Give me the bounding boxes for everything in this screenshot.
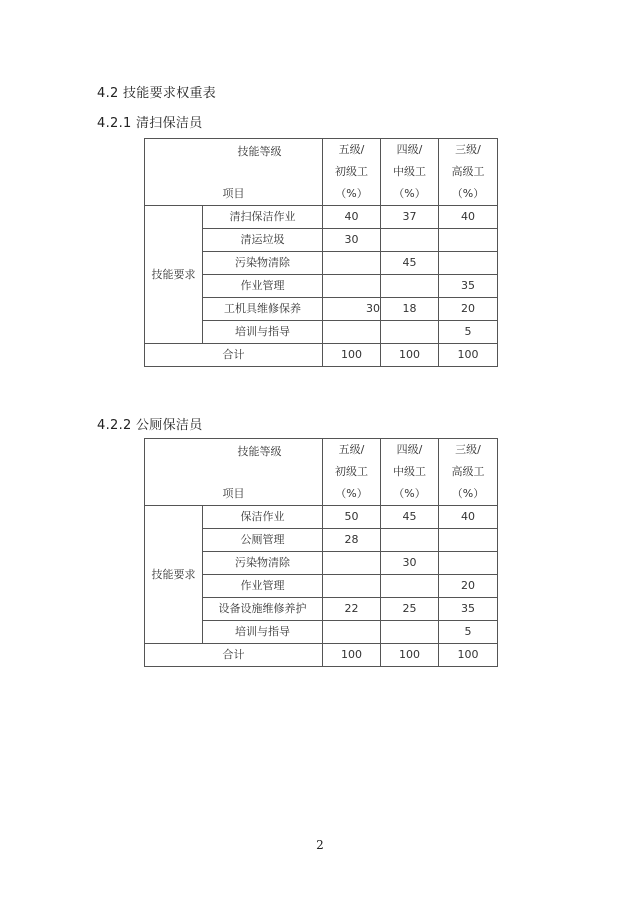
- skill-level-label: 技能等级: [237, 445, 282, 458]
- value-cell: 20: [439, 298, 498, 321]
- subsection-heading-toilet-cleaner: 4.2.2 公厕保洁员: [97, 418, 203, 433]
- skill-requirements-group-label: 技能要求: [145, 206, 203, 344]
- diagonal-header: [145, 139, 323, 206]
- value-cell: [323, 252, 381, 275]
- value-cell: 40: [323, 206, 381, 229]
- total-row: [145, 644, 498, 667]
- value-cell: 25: [381, 598, 439, 621]
- value-cell: [323, 575, 381, 598]
- value-cell: 30: [381, 552, 439, 575]
- total-value: 100: [439, 644, 498, 667]
- level-5-header: 五级/ 初级工 （%）: [323, 439, 381, 506]
- item-cell: 保洁作业: [203, 506, 323, 529]
- value-cell: [323, 552, 381, 575]
- subsection-heading-cleaner: 4.2.1 清扫保洁员: [97, 116, 203, 131]
- weight-table-cleaner: [144, 138, 498, 367]
- value-cell: 28: [323, 529, 381, 552]
- value-cell: 18: [381, 298, 439, 321]
- item-cell: 培训与指导: [203, 321, 323, 344]
- level-4-header: 四级/ 中级工 （%）: [381, 139, 439, 206]
- value-cell: [381, 275, 439, 298]
- section-heading: 4.2 技能要求权重表: [97, 86, 217, 101]
- weight-table-toilet-cleaner: [144, 438, 498, 667]
- item-cell: 培训与指导: [203, 621, 323, 644]
- value-cell: 50: [323, 506, 381, 529]
- total-value: 100: [381, 344, 439, 367]
- value-cell: [323, 321, 381, 344]
- page-number: 2: [316, 838, 324, 852]
- item-label: 项目: [222, 487, 245, 500]
- table-row: [145, 506, 498, 529]
- total-row: [145, 344, 498, 367]
- level-4-header: 四级/ 中级工 （%）: [381, 439, 439, 506]
- skill-level-label: 技能等级: [237, 145, 282, 158]
- item-cell: 公厕管理: [203, 529, 323, 552]
- value-cell: [439, 229, 498, 252]
- value-cell: [381, 321, 439, 344]
- value-cell: 40: [439, 206, 498, 229]
- total-value: 100: [323, 644, 381, 667]
- value-cell: 45: [381, 252, 439, 275]
- value-cell: [439, 529, 498, 552]
- value-cell: [381, 229, 439, 252]
- value-cell: 30: [323, 298, 381, 321]
- skill-requirements-group-label: 技能要求: [145, 506, 203, 644]
- value-cell: 45: [381, 506, 439, 529]
- value-cell: [381, 621, 439, 644]
- table-row: [145, 206, 498, 229]
- value-cell: 5: [439, 621, 498, 644]
- value-cell: 5: [439, 321, 498, 344]
- level-3-header: 三级/ 高级工 （%）: [439, 439, 498, 506]
- item-cell: 作业管理: [203, 575, 323, 598]
- value-cell: [439, 552, 498, 575]
- value-cell: [439, 252, 498, 275]
- item-cell: 作业管理: [203, 275, 323, 298]
- total-value: 100: [323, 344, 381, 367]
- level-3-header: 三级/ 高级工 （%）: [439, 139, 498, 206]
- value-cell: 35: [439, 598, 498, 621]
- value-cell: [381, 529, 439, 552]
- value-cell: [381, 575, 439, 598]
- value-cell: 40: [439, 506, 498, 529]
- total-value: 100: [381, 644, 439, 667]
- value-cell: [323, 275, 381, 298]
- value-cell: 22: [323, 598, 381, 621]
- item-label: 项目: [222, 187, 245, 200]
- level-5-header: 五级/ 初级工 （%）: [323, 139, 381, 206]
- total-label: 合计: [145, 344, 323, 367]
- total-label: 合计: [145, 644, 323, 667]
- value-cell: 20: [439, 575, 498, 598]
- value-cell: 30: [323, 229, 381, 252]
- item-cell: 清运垃圾: [203, 229, 323, 252]
- item-cell: 设备设施维修养护: [203, 598, 323, 621]
- item-cell: 清扫保洁作业: [203, 206, 323, 229]
- total-value: 100: [439, 344, 498, 367]
- value-cell: 35: [439, 275, 498, 298]
- item-cell: 工机具维修保养: [203, 298, 323, 321]
- diagonal-header: [145, 439, 323, 506]
- value-cell: 37: [381, 206, 439, 229]
- item-cell: 污染物清除: [203, 252, 323, 275]
- value-cell: [323, 621, 381, 644]
- item-cell: 污染物清除: [203, 552, 323, 575]
